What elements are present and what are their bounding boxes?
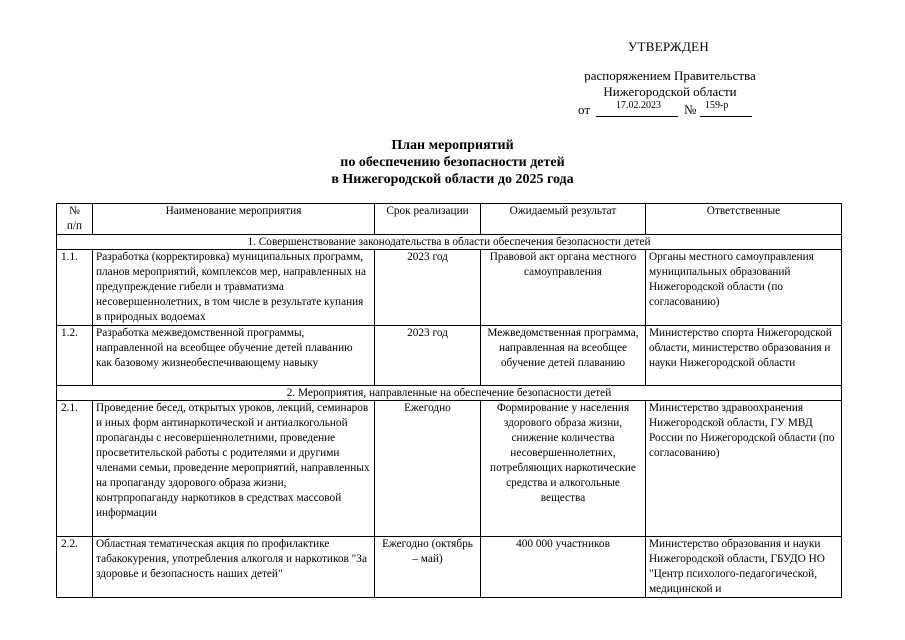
row-result: Межведомственная программа, направленная на всеобщее обучение детей плаванию bbox=[481, 326, 646, 386]
col-header-responsible: Ответственные bbox=[646, 204, 842, 235]
row-term: 2023 год bbox=[375, 250, 481, 326]
row-num: 1.2. bbox=[57, 326, 93, 386]
row-result: 400 000 участников bbox=[481, 537, 646, 598]
date-value: 17.02.2023 bbox=[616, 100, 661, 111]
col-header-result: Ожидаемый результат bbox=[481, 204, 646, 235]
approval-decree bbox=[540, 68, 800, 100]
row-term: Ежегодно bbox=[375, 401, 481, 537]
decree-line-1: распоряжением Правительства bbox=[584, 68, 756, 83]
row-responsible: Министерство здравоохранения Нижегородской области, ГУ МВД России по Нижегородской области (по согласованию) bbox=[646, 401, 842, 537]
table-header-row bbox=[57, 204, 842, 235]
table-row bbox=[57, 250, 842, 326]
date-underline bbox=[596, 116, 678, 117]
row-name: Областная тематическая акция по профилактике табакокурения, употребления алкоголя и наркотиков "За здоровье и безопасность наших детей" bbox=[93, 537, 375, 598]
plan-title-line-1: План мероприятий bbox=[391, 138, 514, 153]
section-2-title: 2. Мероприятия, направленные на обеспечение безопасности детей bbox=[57, 386, 842, 401]
section-row bbox=[57, 386, 842, 401]
row-term: Ежегодно (октябрь – май) bbox=[375, 537, 481, 598]
number-underline bbox=[700, 116, 752, 117]
number-label: № bbox=[684, 102, 697, 117]
approval-title: УТВЕРЖДЕН bbox=[628, 39, 710, 54]
row-name: Проведение бесед, открытых уроков, лекций, семинаров и иных форм антинаркотической и антиалкогольной пропаганды с несовершеннолетними, проведение просветительской работы с родителями и другими членами семьи, проведение мероприятий, направленных на пропаганду здорового образа жизни, контрпропаганду наркотиков в средствах массовой информации bbox=[93, 401, 375, 537]
section-row bbox=[57, 235, 842, 250]
table-row bbox=[57, 537, 842, 598]
row-term: 2023 год bbox=[375, 326, 481, 386]
row-responsible: Министерство образования и науки Нижегородской области, ГБУДО НО "Центр психолого-педагогической, медицинской и bbox=[646, 537, 842, 598]
row-num: 2.1. bbox=[57, 401, 93, 537]
col-header-name: Наименование мероприятия bbox=[93, 204, 375, 235]
plan-table bbox=[56, 203, 842, 598]
col-header-num: № п/п bbox=[57, 204, 93, 235]
table-row bbox=[57, 401, 842, 537]
section-1-title: 1. Совершенствование законодательства в области обеспечения безопасности детей bbox=[57, 235, 842, 250]
row-num: 2.2. bbox=[57, 537, 93, 598]
row-responsible: Органы местного самоуправления муниципальных образований Нижегородской области (по согласованию) bbox=[646, 250, 842, 326]
plan-title-line-3: в Нижегородской области до 2025 года bbox=[331, 172, 574, 187]
from-label: от bbox=[578, 102, 591, 117]
number-value: 159-р bbox=[705, 100, 729, 111]
col-header-term: Срок реализации bbox=[375, 204, 481, 235]
row-result: Правовой акт органа местного самоуправления bbox=[481, 250, 646, 326]
row-num: 1.1. bbox=[57, 250, 93, 326]
decree-date-number bbox=[578, 100, 778, 118]
plan-title-line-2: по обеспечению безопасности детей bbox=[340, 155, 565, 170]
row-result: Формирование у населения здорового образа жизни, снижение количества несовершеннолетних, потребляющих наркотические средства и алкогольные вещества bbox=[481, 401, 646, 537]
table-row bbox=[57, 326, 842, 386]
row-responsible: Министерство спорта Нижегородской области, министерство образования и науки Нижегородской области bbox=[646, 326, 842, 386]
plan-title bbox=[0, 137, 905, 188]
row-name: Разработка межведомственной программы, направленной на всеобщее обучение детей плаванию как базовому жизнеобеспечивающему навыку bbox=[93, 326, 375, 386]
row-name: Разработка (корректировка) муниципальных программ, планов мероприятий, комплексов мер, направленных на предупреждение гибели и травматизма несовершеннолетних, в том числе в результате купания в природных водоемах bbox=[93, 250, 375, 326]
decree-line-2: Нижегородской области bbox=[603, 84, 737, 99]
